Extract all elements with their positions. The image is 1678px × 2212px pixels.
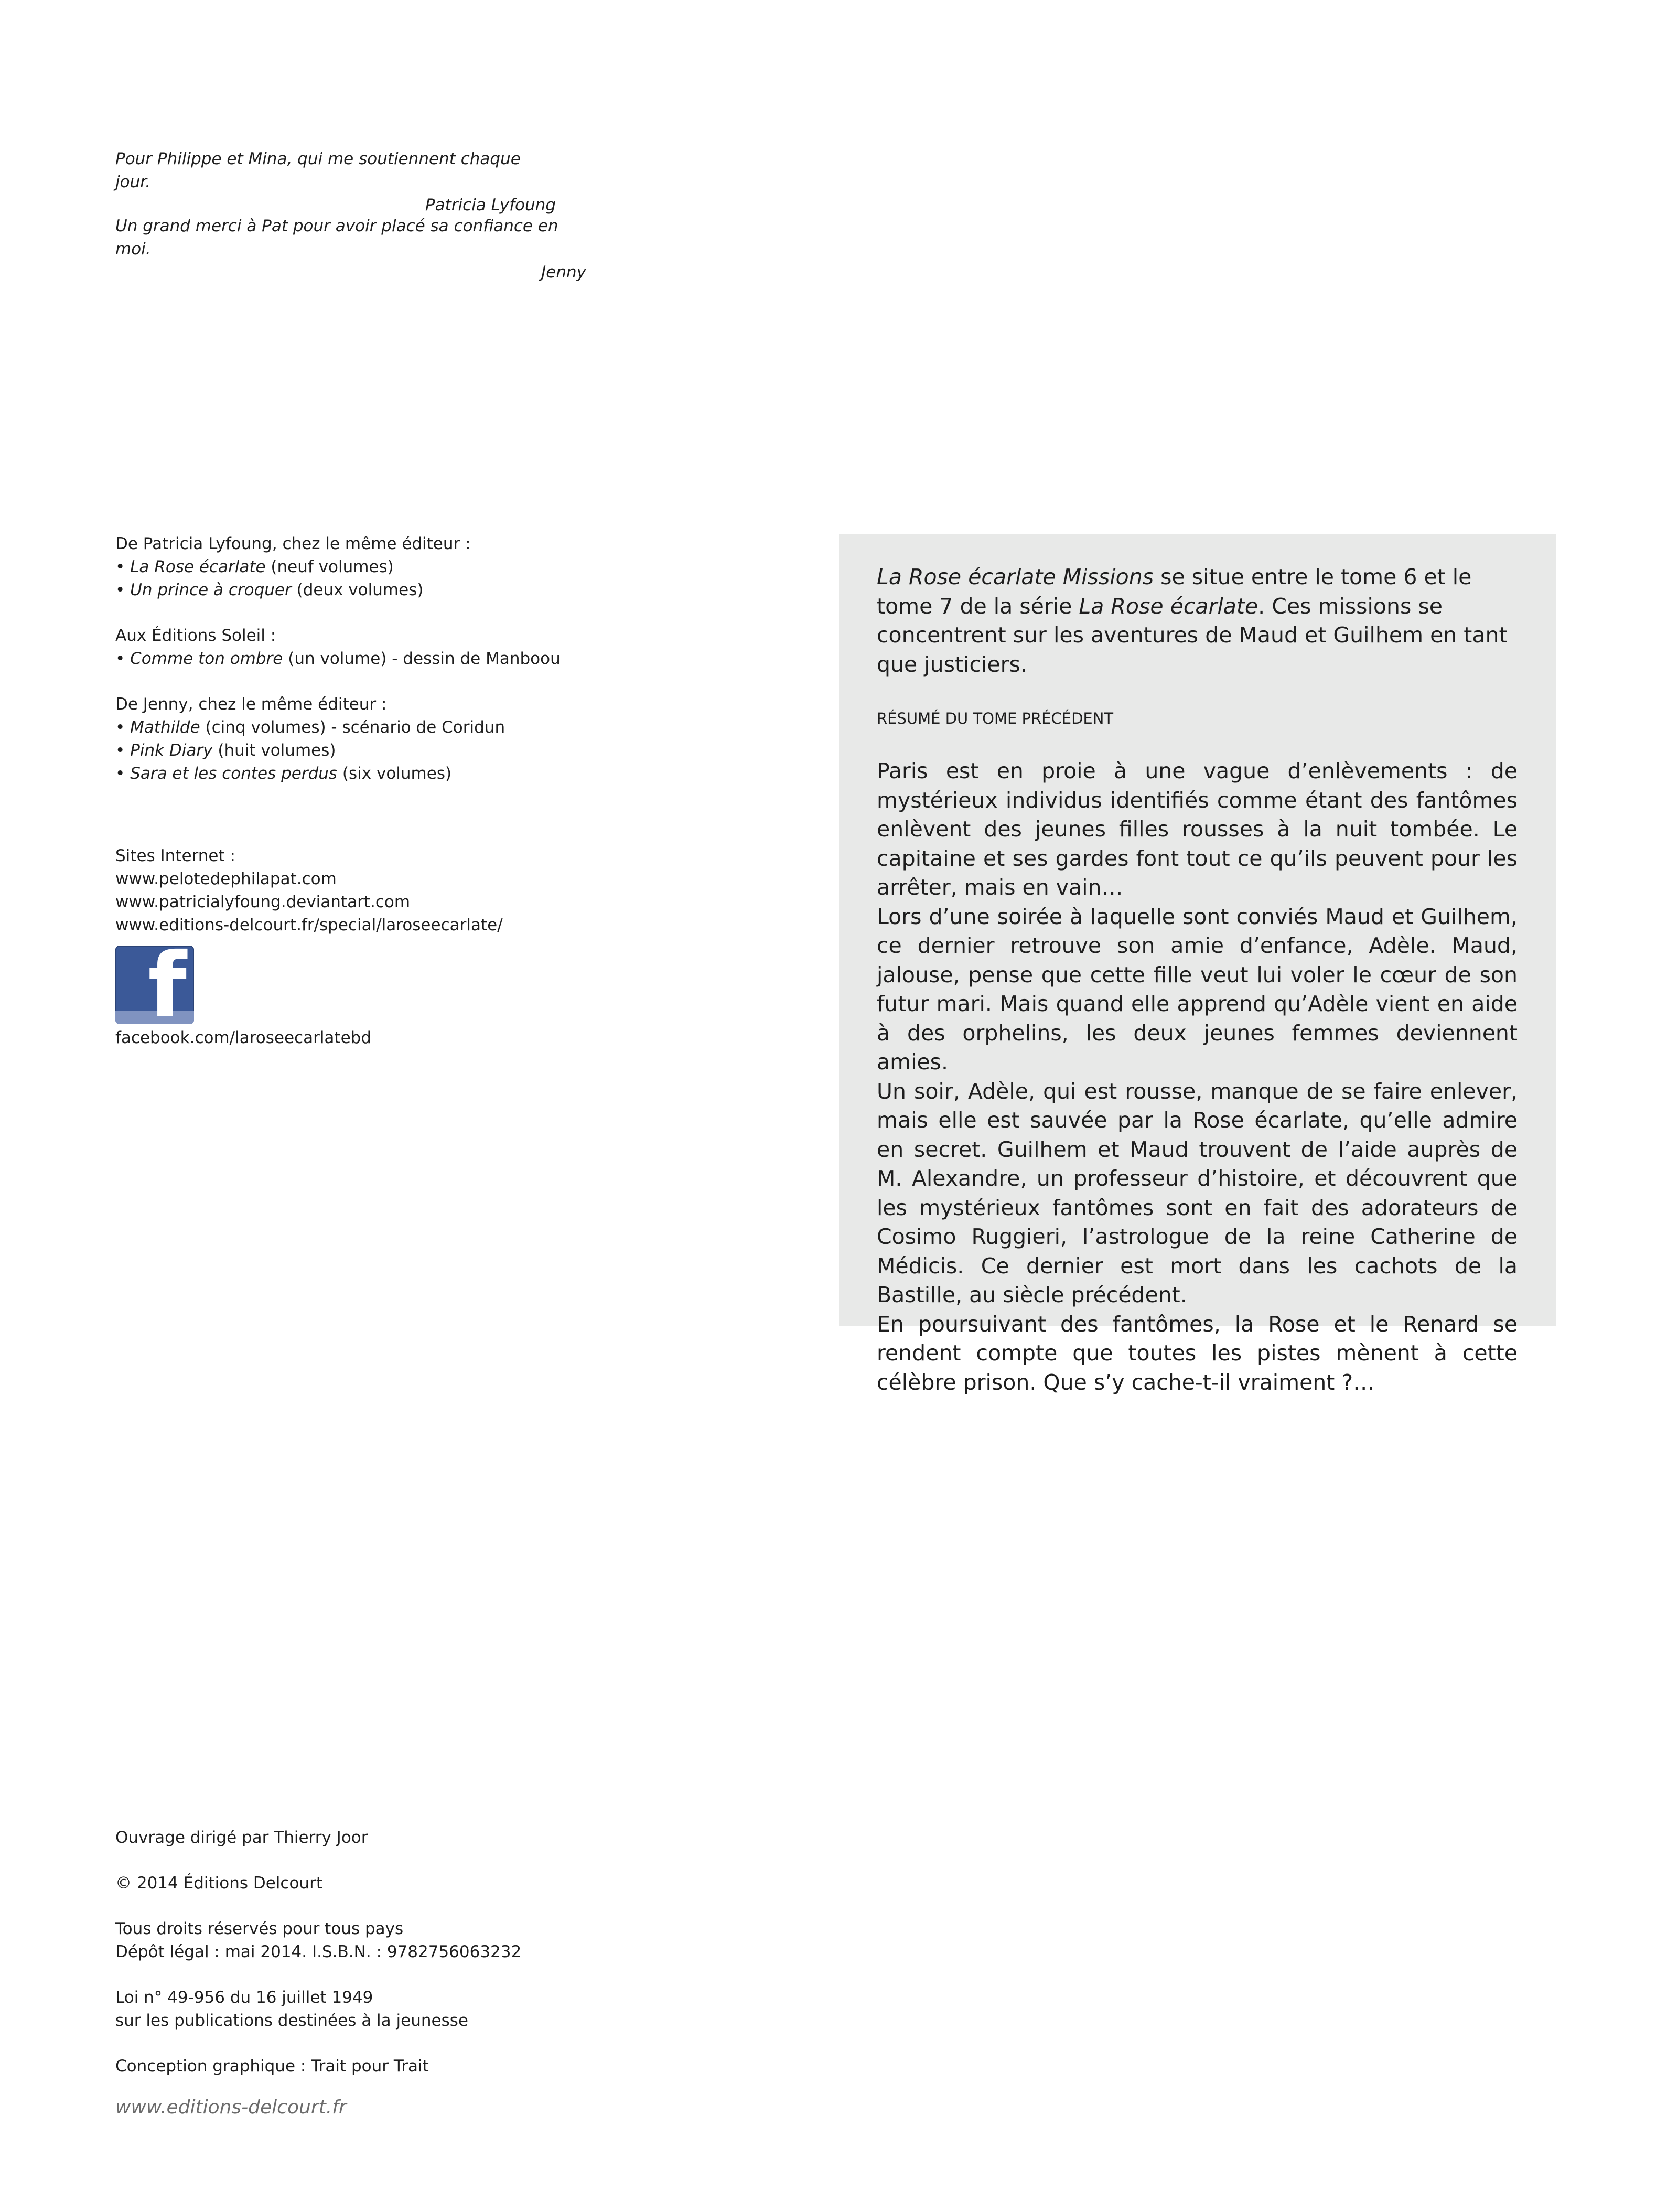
- bullet: •: [115, 718, 125, 737]
- intro-text: se situe entre le tome 6 et le tome 7 de la série: [877, 564, 1472, 619]
- list-item: [115, 647, 797, 670]
- book-detail: (huit volumes): [218, 741, 336, 760]
- book-detail: (cinq volumes) - scénario de Coridun: [205, 718, 505, 737]
- series-intro: [877, 563, 1518, 679]
- book-title: Mathilde: [130, 718, 200, 737]
- list-item: [115, 716, 797, 739]
- summary-box: [839, 534, 1556, 1395]
- bibliography: [115, 532, 797, 808]
- dedication-jenny: [115, 214, 586, 284]
- publisher-website[interactable]: www.editions-delcourt.fr: [115, 2097, 347, 2118]
- summary-paragraph: Un soir, Adèle, qui est rousse, manque de se faire enlever, mais elle est sauvée par la Rose écarlate, qu’elle admire en secret. Guilhem et Maud trouvent de l’aide auprès de M. Alexandre, un professeur d’histoire, et découvrent que les mystérieux fantômes sont en fait des adorateurs de Cosimo Ruggieri, l’astrologue de la reine Catherine de Médicis. Ce dernier est mort dans les cachots de la Bastille, au siècle précédent.: [877, 1078, 1518, 1307]
- soleil-intro: Aux Éditions Soleil :: [115, 626, 276, 645]
- law-line: sur les publications destinées à la jeunesse: [115, 2011, 468, 2030]
- book-detail: (neuf volumes): [271, 557, 394, 576]
- colophon-rights-group: [115, 1917, 797, 1963]
- series-title: La Rose écarlate: [1079, 593, 1258, 619]
- bullet: •: [115, 581, 125, 599]
- list-item: [115, 555, 797, 578]
- colophon-direction-group: [115, 1826, 797, 1849]
- intro-text: . Ces missions se concentrent sur les aventures de Maud et Guilhem en tant que justiciers.: [877, 593, 1508, 677]
- summary-paragraph: En poursuivant des fantômes, la Rose et le Renard se rendent compte que toutes les pistes mènent à cette célèbre prison. Que s’y cache-t-il vraiment ?…: [877, 1311, 1518, 1395]
- direction-line: Ouvrage dirigé par Thierry Joor: [115, 1828, 368, 1847]
- patricia-works: [115, 532, 797, 602]
- site-link[interactable]: www.pelotedephilapat.com: [115, 869, 337, 888]
- dedication-text: Pour Philippe et Mina, qui me soutiennent chaque jour.: [115, 149, 521, 191]
- series-title: La Rose écarlate Missions: [877, 564, 1154, 589]
- websites: [115, 844, 797, 937]
- site-link[interactable]: www.editions-delcourt.fr/special/laroseecarlate/: [115, 916, 503, 935]
- list-item: [115, 739, 797, 762]
- facebook-logo-letter: f: [148, 946, 187, 1024]
- patricia-intro: De Patricia Lyfoung, chez le même éditeur :: [115, 534, 471, 553]
- list-item: [115, 578, 797, 602]
- bullet: •: [115, 649, 125, 668]
- summary-content: [877, 563, 1518, 1397]
- design-line: Conception graphique : Trait pour Trait: [115, 2057, 429, 2076]
- colophon-design-group: [115, 2055, 797, 2078]
- book-title: Pink Diary: [130, 741, 213, 760]
- copyright-line: © 2014 Éditions Delcourt: [115, 1874, 322, 1893]
- book-title: La Rose écarlate: [130, 557, 266, 576]
- book-detail: (six volumes): [342, 764, 452, 783]
- book-title: Comme ton ombre: [130, 649, 283, 668]
- bullet: •: [115, 764, 125, 783]
- book-detail: (deux volumes): [296, 581, 424, 599]
- dedication-patricia: [115, 147, 556, 217]
- colophon-law-group: [115, 1986, 797, 2032]
- colophon: [115, 1826, 797, 2100]
- site-link[interactable]: www.patricialyfoung.deviantart.com: [115, 893, 411, 911]
- book-detail: (un volume) - dessin de Manboou: [288, 649, 561, 668]
- jenny-intro: De Jenny, chez le même éditeur :: [115, 695, 387, 714]
- book-title: Sara et les contes perdus: [130, 764, 338, 783]
- law-line: Loi n° 49-956 du 16 juillet 1949: [115, 1988, 373, 2007]
- colophon-copyright-group: [115, 1872, 797, 1895]
- legal-deposit-line: Dépôt légal : mai 2014. I.S.B.N. : 9782756063232: [115, 1942, 522, 1961]
- bullet: •: [115, 557, 125, 576]
- summary-paragraph: Paris est en proie à une vague d’enlèvements : de mystérieux individus identifiés comme étant des fantômes enlèvent des jeunes filles rousses à la nuit tombée. Le capitaine et ses gardes font tout ce qu’ils peuvent pour les arrêter, mais en vain…: [877, 758, 1518, 900]
- jenny-works: [115, 693, 797, 785]
- dedication-text: Un grand merci à Pat pour avoir placé sa confiance en moi.: [115, 217, 558, 259]
- facebook-icon[interactable]: [115, 946, 194, 1024]
- rights-line: Tous droits réservés pour tous pays: [115, 1919, 404, 1938]
- summary-paragraph: Lors d’une soirée à laquelle sont conviés Maud et Guilhem, ce dernier retrouve son amie d’enfance, Adèle. Maud, jalouse, pense que cette fille veut lui voler le cœur de son futur mari. Mais quand elle apprend qu’Adèle vient en aide à des orphelins, les deux jeunes femmes deviennent amies.: [877, 904, 1518, 1075]
- bullet: •: [115, 741, 125, 760]
- sites-label: Sites Internet :: [115, 846, 235, 865]
- facebook-link[interactable]: facebook.com/laroseecarlatebd: [115, 1028, 372, 1047]
- book-title: Un prince à croquer: [130, 581, 292, 599]
- list-item: [115, 762, 797, 785]
- dedication-signature: Patricia Lyfoung: [425, 196, 556, 214]
- summary-heading: RÉSUMÉ DU TOME PRÉCÉDENT: [877, 710, 1114, 727]
- dedication-signature: Jenny: [541, 263, 586, 282]
- soleil-works: [115, 624, 797, 670]
